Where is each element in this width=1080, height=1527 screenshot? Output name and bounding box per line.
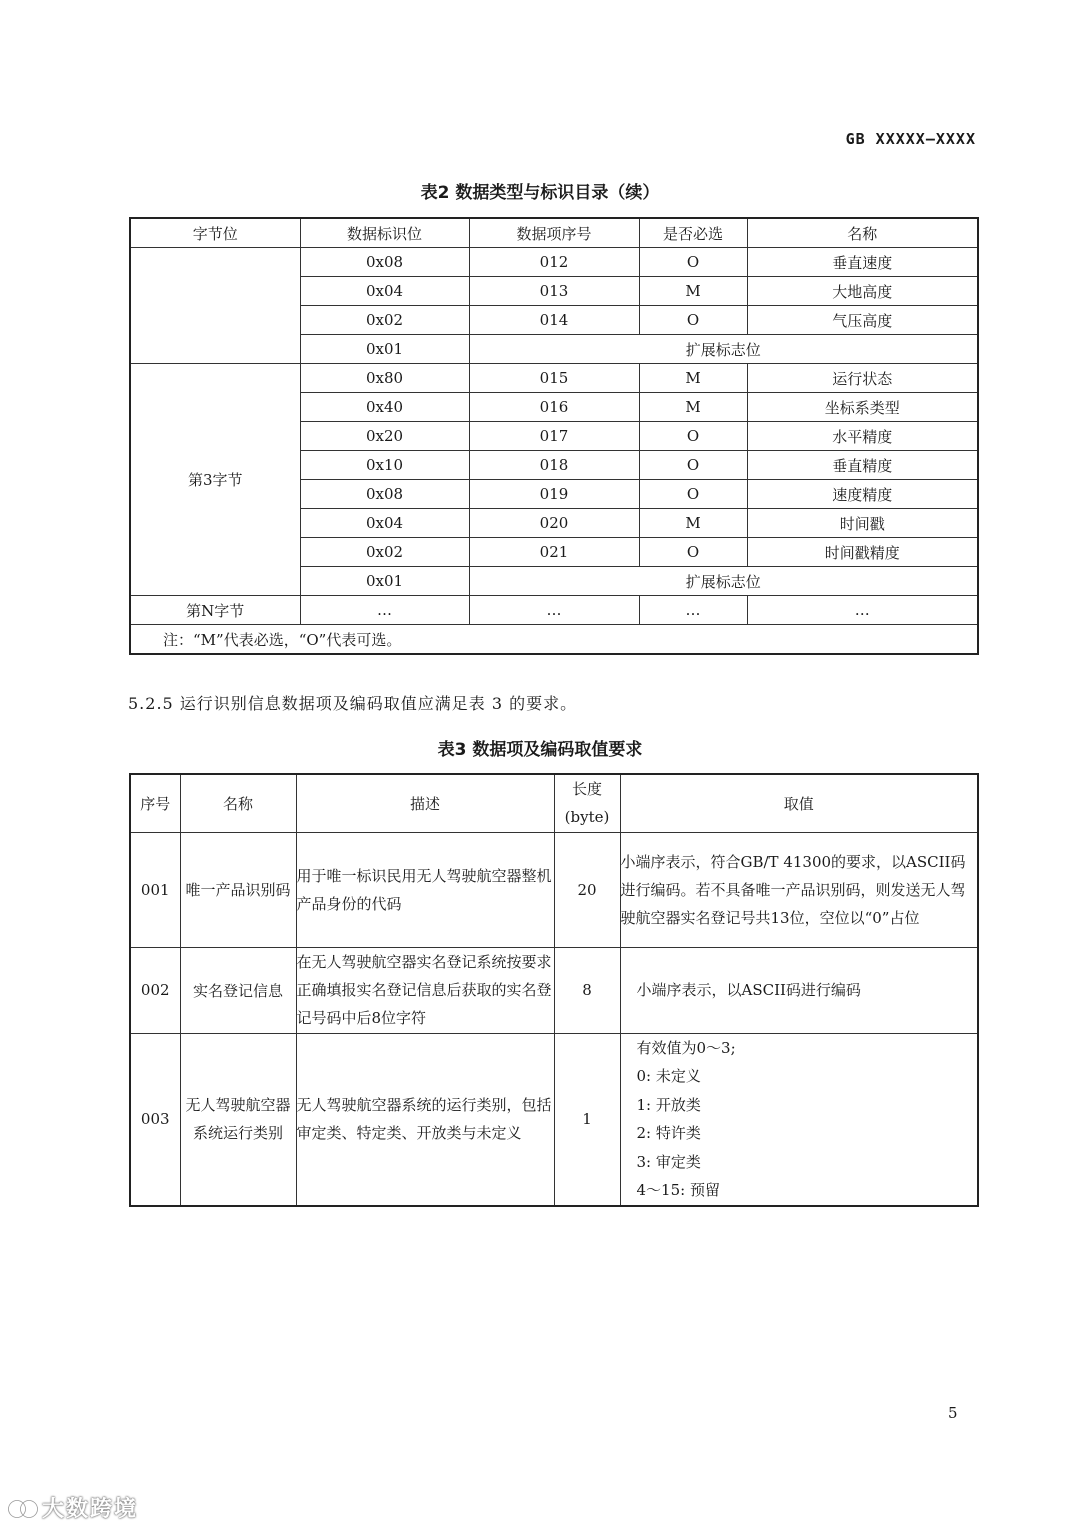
value-list-cell (620, 1033, 978, 1206)
watermark-logo-icon (8, 1498, 38, 1520)
value-line: 2: 特许类 (636, 1124, 701, 1142)
seq-cell: 003 (130, 1033, 180, 1206)
flag-cell: 0x20 (300, 422, 469, 451)
watermark-text: 大数跨境 (42, 1497, 139, 1522)
name-cell: 实名登记信息 (180, 947, 296, 1033)
column-header: 名称 (747, 218, 978, 248)
seq-cell: 013 (469, 277, 639, 306)
description-cell: 无人驾驶航空器系统的运行类别，包括审定类、特定类、开放类与未定义 (296, 1033, 554, 1206)
seq-cell: 012 (469, 248, 639, 277)
required-cell: O (639, 480, 747, 509)
column-header: 描述 (296, 774, 554, 832)
flag-cell: 0x04 (300, 509, 469, 538)
flag-cell: 0x01 (300, 567, 469, 596)
byte-group-cell (130, 248, 300, 364)
name-cell: 时间戳 (747, 509, 978, 538)
table-row (130, 832, 978, 947)
seq-cell: 021 (469, 538, 639, 567)
seq-cell: 019 (469, 480, 639, 509)
required-cell: O (639, 306, 747, 335)
name-cell: 大地高度 (747, 277, 978, 306)
value-line: 4～15: 预留 (636, 1181, 720, 1199)
description-cell: 用于唯一标识民用无人驾驶航空器整机产品身份的代码 (296, 832, 554, 947)
name-cell: 唯一产品识别码 (180, 832, 296, 947)
section-paragraph: 5.2.5 运行识别信息数据项及编码取值应满足表 3 的要求。 (128, 694, 578, 713)
seq-cell: 020 (469, 509, 639, 538)
table-header-row (130, 218, 978, 248)
flag-cell: 0x02 (300, 538, 469, 567)
seq-cell: 018 (469, 451, 639, 480)
name-cell: 水平精度 (747, 422, 978, 451)
table-note: 注：“M”代表必选，“O”代表可选。 (130, 625, 978, 655)
watermark (8, 1492, 138, 1523)
name-cell: 垂直精度 (747, 451, 978, 480)
length-cell: 1 (554, 1033, 620, 1206)
value-line: 1: 开放类 (636, 1095, 701, 1114)
length-cell: 20 (554, 832, 620, 947)
seq-cell: 014 (469, 306, 639, 335)
byte-group-cell: 第3字节 (130, 364, 300, 596)
seq-cell: 001 (130, 832, 180, 947)
flag-cell: 0x08 (300, 480, 469, 509)
flag-cell: 0x40 (300, 393, 469, 422)
name-cell: 时间戳精度 (747, 538, 978, 567)
seq-cell: 016 (469, 393, 639, 422)
name-cell: 气压高度 (747, 306, 978, 335)
seq-cell: 015 (469, 364, 639, 393)
required-cell: O (639, 538, 747, 567)
column-header (554, 774, 620, 832)
flag-cell: 0x02 (300, 306, 469, 335)
required-cell: M (639, 509, 747, 538)
column-header: 名称 (180, 774, 296, 832)
flag-cell: 0x10 (300, 451, 469, 480)
seq-cell: 017 (469, 422, 639, 451)
table-row (130, 1033, 978, 1206)
column-header: 字节位 (130, 218, 300, 248)
flag-cell: 0x80 (300, 364, 469, 393)
table-row (130, 596, 978, 625)
name-cell: 速度精度 (747, 480, 978, 509)
seq-cell: … (469, 596, 639, 625)
column-header: 是否必选 (639, 218, 747, 248)
name-cell: 坐标系类型 (747, 393, 978, 422)
encoding-requirements-table (129, 773, 979, 1207)
name-cell: … (747, 596, 978, 625)
length-cell: 8 (554, 947, 620, 1033)
required-cell: … (639, 596, 747, 625)
flag-cell: 0x01 (300, 335, 469, 364)
column-header: 数据项序号 (469, 218, 639, 248)
extension-flag-cell: 扩展标志位 (469, 567, 978, 596)
flag-cell: … (300, 596, 469, 625)
required-cell: O (639, 248, 747, 277)
table3-caption: 表3 数据项及编码取值要求 (437, 740, 643, 760)
required-cell: M (639, 393, 747, 422)
required-cell: O (639, 422, 747, 451)
value-cell: 小端序表示，以ASCII码进行编码 (620, 947, 978, 1033)
standard-code: GB XXXXX—XXXX (845, 130, 976, 148)
column-header: 序号 (130, 774, 180, 832)
value-line: 0: 未定义 (636, 1067, 701, 1085)
column-header: 数据标识位 (300, 218, 469, 248)
table-note-row (130, 625, 978, 655)
flag-cell: 0x08 (300, 248, 469, 277)
required-cell: M (639, 277, 747, 306)
byte-group-cell: 第N字节 (130, 596, 300, 625)
table2-caption: 表2 数据类型与标识目录（续） (420, 183, 660, 203)
required-cell: O (639, 451, 747, 480)
flag-cell: 0x04 (300, 277, 469, 306)
table-row (130, 364, 978, 393)
name-cell: 无人驾驶航空器系统运行类别 (180, 1033, 296, 1206)
length-header: 长度 (571, 780, 602, 799)
table-row (130, 947, 978, 1033)
extension-flag-cell: 扩展标志位 (469, 335, 978, 364)
seq-cell: 002 (130, 947, 180, 1033)
required-cell: M (639, 364, 747, 393)
length-unit: (byte) (564, 808, 610, 827)
value-cell: 小端序表示，符合GB/T 41300的要求，以ASCII码进行编码。若不具备唯一产品识别码，则发送无人驾驶航空器实名登记号共13位，空位以“0”占位 (620, 832, 978, 947)
table-row (130, 248, 978, 277)
description-cell: 在无人驾驶航空器实名登记系统按要求正确填报实名登记信息后获取的实名登记号码中后8位字符 (296, 947, 554, 1033)
value-line: 有效值为0～3; (636, 1038, 736, 1057)
name-cell: 运行状态 (747, 364, 978, 393)
table-header-row (130, 774, 978, 832)
data-type-table (129, 217, 979, 655)
value-line: 3: 审定类 (636, 1152, 701, 1171)
column-header: 取值 (620, 774, 978, 832)
name-cell: 垂直速度 (747, 248, 978, 277)
page-number: 5 (948, 1404, 958, 1422)
